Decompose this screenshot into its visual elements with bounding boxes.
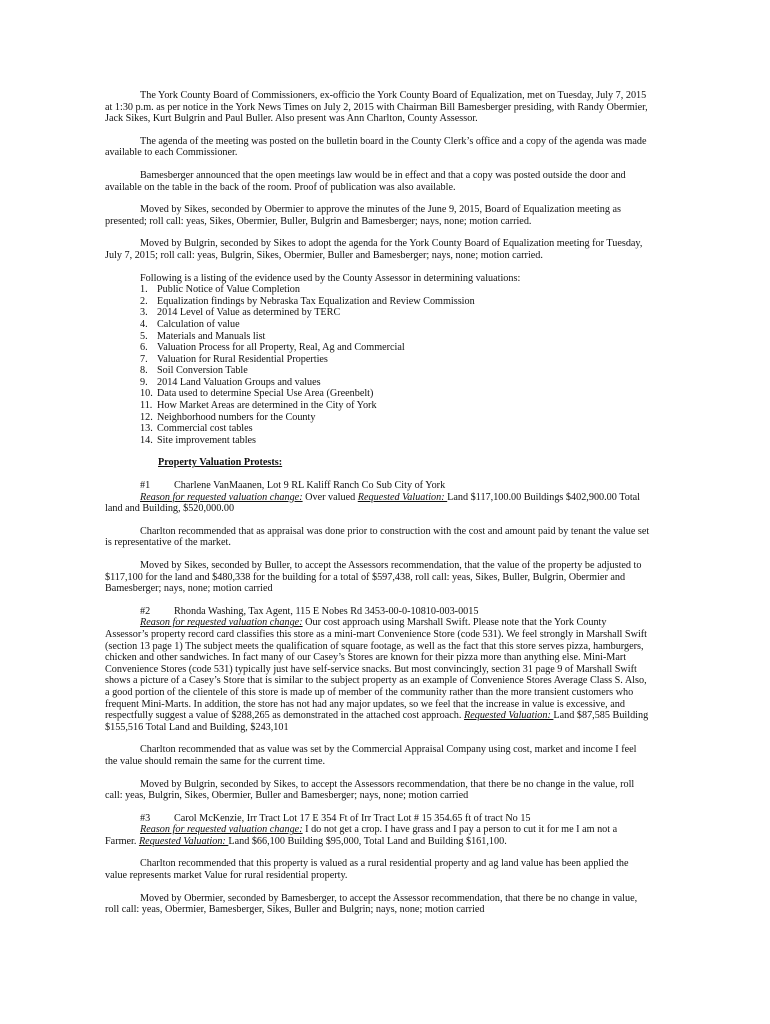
list-item-number: 7. — [140, 353, 148, 365]
protest-title-text: Rhonda Washing, Tax Agent, 115 E Nobes Rd 3453-00-0-10810-003-0015 — [174, 605, 479, 617]
list-item-text: Public Notice of Value Completion — [157, 284, 300, 296]
evidence-list-lead: Following is a listing of the evidence used by the County Assessor in determining valuations: — [140, 272, 521, 284]
list-item — [140, 354, 650, 366]
requested-valuation-label: Requested Valuation: — [464, 710, 554, 722]
requested-valuation-text: Land $117,100.00 Buildings $402,900.00 Total land and Building, $520,000.00 — [105, 491, 641, 515]
list-item — [140, 331, 650, 343]
protest-number: #3 — [140, 812, 151, 824]
list-item — [140, 296, 650, 308]
protest-title-text: Carol McKenzie, Irr Tract Lot 17 E 354 Ft of Irr Tract Lot # 15 354.65 ft of tract No 15 — [174, 812, 531, 824]
list-item — [140, 388, 650, 400]
reason-label: Reason for requested valuation change: — [140, 617, 303, 629]
list-item — [140, 400, 650, 412]
list-item-text: Valuation Process for all Property, Real, Ag and Commercial — [157, 342, 405, 354]
list-item-number: 4. — [140, 318, 148, 330]
list-item-number: 1. — [140, 284, 148, 296]
protest-title-text: Charlene VanMaanen, Lot 9 RL Kaliff Ranch Co Sub City of York — [174, 480, 446, 492]
protest-number: #2 — [140, 605, 151, 617]
list-item — [140, 435, 650, 447]
list-item-number: 8. — [140, 365, 148, 377]
reason-text: I do not get a crop. I have grass and I pay a person to cut it for me I am not a Farmer. — [105, 824, 618, 847]
list-item-text: Soil Conversion Table — [157, 365, 248, 377]
list-item-text: Commercial cost tables — [157, 423, 253, 435]
list-item-text: 2014 Land Valuation Groups and values — [157, 376, 321, 388]
protest-recommendation: Charlton recommended that as value was set by the Commercial Appraisal Company using cost, market and income I feel the value should remain the same for the current time. — [105, 744, 637, 767]
list-item-number: 14. — [140, 434, 153, 446]
list-item-number: 12. — [140, 411, 153, 423]
list-item-number: 11. — [140, 400, 153, 412]
protest-motion: Moved by Sikes, seconded by Buller, to accept the Assessors recommendation, that the value of the property be adjusted to $117,100 for the land and $480,338 for the building for a total of $597,438, roll call: yeas, Sikes, Buller, Bulgrin, Obermier and Bamesberger; nays, none; motion carried — [105, 560, 642, 595]
list-item-number: 3. — [140, 307, 148, 319]
reason-text: Our cost approach using Marshall Swift. Please note that the York County Assessor’s property record card classifies this store as a mini-mart Convenience Store (code 531). We feel strongly in Marshall Swift (section 13 page 1) The subject meets the qualification of square footage, as well as the fact that this store serves pizza, hamburgers, chicken and other sandwiches. In fact many of our Casey’s Stores are known for their pizza more than anything else. Mini-Mart Convenience Stores (code 531) typically just have self-service snacks. But most convincingly, section 31 page 9 of Marshall Swift shows a picture of a Casey’s Store that is similar to the subject property as an example of Convenience Stores Average Class S. Also, a good portion of the clientele of this store is made up of member of the community rather than the more transient customers who frequent Mini-Marts. In addition, the store has not had any major updates, so we feel that the increase in value is excessive, and respectfully suggest a value of $288,265 as demonstrated in the attached cost approach. — [105, 617, 647, 722]
reason-label: Reason for requested valuation change: — [140, 824, 303, 836]
protest-recommendation: Charlton recommended that this property is valued as a rural residential property and ag land value has been applied the value represents market Value for rural residential property. — [105, 858, 629, 882]
list-item-text: Neighborhood numbers for the County — [157, 411, 316, 423]
protest-reason — [105, 492, 650, 515]
list-item-text: Calculation of value — [157, 318, 240, 330]
list-item — [140, 377, 650, 389]
list-item-number: 9. — [140, 376, 148, 388]
list-item-text: How Market Areas are determined in the City of York — [157, 400, 377, 412]
list-item-text: Valuation for Rural Residential Properties — [157, 353, 328, 365]
requested-valuation-label: Requested Valuation: — [357, 491, 448, 503]
protest-motion: Moved by Bulgrin, seconded by Sikes, to accept the Assessors recommendation, that there be no change in the value, roll call: yeas, Bulgrin, Sikes, Obermier, Buller and Bamesberger; nays, none; motion carried — [105, 778, 635, 802]
evidence-list — [140, 273, 650, 447]
document-page — [105, 90, 650, 927]
intro-paragraph-agenda-posted: The agenda of the meeting was posted on the bulletin board in the County Clerk’s office and a copy of the agenda was made available to each Commissioner. — [105, 135, 647, 159]
protest-title — [105, 606, 650, 618]
protest-reason — [105, 824, 650, 847]
reason-label: Reason for requested valuation change: — [140, 491, 303, 503]
list-item — [140, 319, 650, 331]
list-item-number: 6. — [140, 342, 148, 354]
protest-motion: Moved by Obermier, seconded by Bamesberger, to accept the Assessor recommendation, that there be no change in value, roll call: yeas, Obermier, Bamesberger, Sikes, Buller and Bulgrin; nays, none; motion carried — [105, 892, 638, 916]
list-item — [140, 412, 650, 424]
requested-valuation-text: Land $66,100 Building $95,000, Total Land and Building $161,100. — [228, 835, 507, 847]
list-item — [140, 284, 650, 296]
list-item — [140, 365, 650, 377]
intro-paragraph-open-meetings: Bamesberger announced that the open meetings law would be in effect and that a copy was posted outside the door and available on the table in the back of the room. Proof of publication was also available. — [105, 169, 626, 193]
protests-heading: Property Valuation Protests: — [158, 457, 283, 469]
protest-recommendation: Charlton recommended that as appraisal was done prior to construction with the cost and amount paid by tenant the value set is representative of the market. — [105, 525, 650, 549]
requested-valuation-label: Requested Valuation: — [138, 835, 229, 847]
list-item-text: 2014 Level of Value as determined by TERC — [157, 307, 341, 319]
protest-number: #1 — [140, 480, 151, 492]
list-item-text: Site improvement tables — [157, 434, 257, 446]
reason-text: Over valued — [302, 491, 358, 503]
list-item — [140, 423, 650, 435]
protest-title — [105, 480, 650, 492]
intro-paragraph-agenda-motion: Moved by Bulgrin, seconded by Sikes to adopt the agenda for the York County Board of Equalization meeting for Tuesday, July 7, 2015; roll call: yeas, Bulgrin, Sikes, Obermier, Buller and Bamesberger; nays, none; motion carried. — [105, 238, 643, 261]
list-item-text: Data used to determine Special Use Area (Greenbelt) — [157, 388, 374, 400]
list-item-text: Equalization findings by Nebraska Tax Equalization and Review Commission — [157, 295, 475, 307]
intro-paragraph-meeting: The York County Board of Commissioners, ex-officio the York County Board of Equalization, met on Tuesday, July 7, 2015 at 1:30 p.m. as per notice in the York News Times on July 2, 2015 with Chairman Bill Bamesberger presiding, with Randy Obermier, Jack Sikes, Kurt Bulgrin and Paul Buller. Also present was Ann Charlton, County Assessor. — [105, 90, 648, 125]
list-item-text: Materials and Manuals list — [157, 330, 266, 342]
intro-paragraph-minutes-motion: Moved by Sikes, seconded by Obermier to approve the minutes of the June 9, 2015, Board of Equalization meeting as presented; roll call: yeas, Sikes, Obermier, Buller, Bulgrin and Bamesberger; nays, none; motion carried. — [105, 204, 621, 227]
list-item — [140, 342, 650, 354]
protest-reason — [105, 617, 650, 733]
requested-valuation-text: Land $87,585 Building $155,516 Total Land and Building, $243,101 — [105, 710, 649, 733]
list-item-number: 10. — [140, 388, 153, 400]
list-item-number: 13. — [140, 423, 153, 435]
protest-title — [105, 813, 650, 825]
list-item-number: 2. — [140, 295, 148, 307]
list-item-number: 5. — [140, 330, 148, 342]
list-item — [140, 307, 650, 319]
